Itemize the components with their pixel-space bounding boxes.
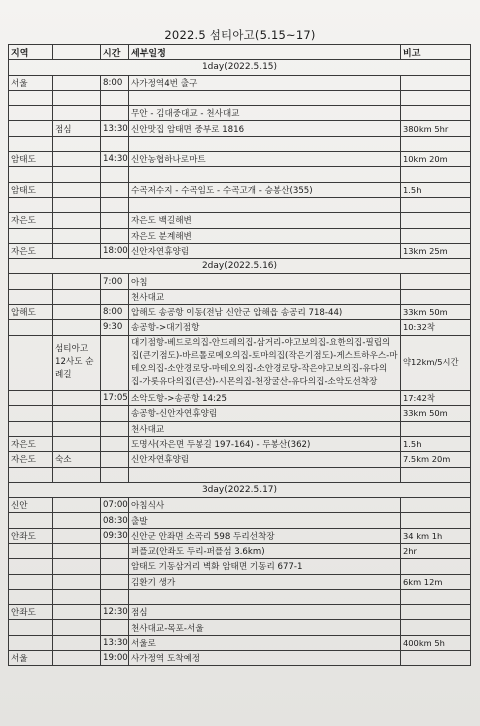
table-row: [9, 421, 471, 436]
cell-note: 약12km/5시간: [401, 335, 471, 390]
cell-time: 07:00: [101, 498, 129, 513]
cell-note: [401, 274, 471, 289]
header-detail: 세부일정: [129, 45, 401, 60]
header-region: 지역: [9, 45, 53, 60]
cell-time: [101, 574, 129, 589]
cell-sub: [53, 635, 101, 650]
cell-detail: 사가정역4번 출구: [129, 75, 401, 90]
cell-sub: [53, 289, 101, 304]
table-row: [9, 635, 471, 650]
cell-note: [401, 605, 471, 620]
cell-time: [101, 406, 129, 421]
cell-detail: 천사대교: [129, 289, 401, 304]
cell-region: 자은도: [9, 213, 53, 228]
cell-sub: 숙소: [53, 452, 101, 467]
cell-note: 17:42착: [401, 391, 471, 406]
cell-detail: 김환기 생가: [129, 574, 401, 589]
cell-sub: [53, 274, 101, 289]
cell-region: [9, 320, 53, 335]
cell-detail: 퍼플교(안좌도 두리-퍼플섬 3.6km): [129, 543, 401, 558]
cell-region: [9, 391, 53, 406]
cell-region: [9, 121, 53, 136]
cell-detail: 자은도 분계해변: [129, 228, 401, 243]
day-header-row: [9, 60, 471, 75]
table-row: [9, 182, 471, 197]
cell-sub: [53, 651, 101, 666]
table-row: [9, 528, 471, 543]
cell-detail: 송공항-신안자연휴양림: [129, 406, 401, 421]
table-row: [9, 274, 471, 289]
cell-region: 자은도: [9, 452, 53, 467]
cell-time: 08:30: [101, 513, 129, 528]
cell-sub: [53, 152, 101, 167]
cell-note: [401, 90, 471, 105]
table-row: [9, 320, 471, 335]
cell-sub: [53, 620, 101, 635]
table-row: [9, 620, 471, 635]
cell-time: [101, 213, 129, 228]
cell-detail: 암태도 기동삼거리 벽화 암태면 기동리 677-1: [129, 559, 401, 574]
cell-note: 2hr: [401, 543, 471, 558]
table-row: [9, 574, 471, 589]
cell-note: [401, 620, 471, 635]
cell-sub: [53, 543, 101, 558]
cell-region: 안좌도: [9, 528, 53, 543]
cell-sub: 섬티아고 12사도 순례길: [53, 335, 101, 390]
cell-region: [9, 620, 53, 635]
cell-time: 12:30: [101, 605, 129, 620]
cell-time: 19:00: [101, 651, 129, 666]
cell-note: [401, 75, 471, 90]
cell-region: 압해도: [9, 305, 53, 320]
cell-time: 8:00: [101, 75, 129, 90]
cell-sub: [53, 406, 101, 421]
cell-note: [401, 559, 471, 574]
table-row: [9, 543, 471, 558]
cell-note: 33km 50m: [401, 406, 471, 421]
header-time: 시간: [101, 45, 129, 60]
cell-sub: [53, 167, 101, 182]
cell-region: [9, 106, 53, 121]
cell-detail: [129, 589, 401, 604]
table-row: [9, 289, 471, 304]
cell-sub: [53, 528, 101, 543]
cell-sub: [53, 574, 101, 589]
cell-note: [401, 136, 471, 151]
cell-detail: 압해도 송공항 이동(전남 신안군 압해읍 송공리 718-44): [129, 305, 401, 320]
cell-region: [9, 197, 53, 212]
cell-time: [101, 289, 129, 304]
cell-detail: 신안맛집 암태면 중부로 1816: [129, 121, 401, 136]
cell-time: [101, 543, 129, 558]
cell-region: 신안: [9, 498, 53, 513]
cell-region: [9, 513, 53, 528]
cell-time: [101, 436, 129, 451]
table-row: [9, 106, 471, 121]
cell-sub: [53, 498, 101, 513]
cell-sub: [53, 197, 101, 212]
cell-note: [401, 651, 471, 666]
cell-region: [9, 274, 53, 289]
cell-sub: [53, 589, 101, 604]
table-row: [9, 152, 471, 167]
day-header-row: [9, 482, 471, 497]
cell-region: [9, 543, 53, 558]
cell-time: [101, 228, 129, 243]
cell-time: [101, 90, 129, 105]
cell-time: [101, 335, 129, 390]
cell-note: [401, 213, 471, 228]
cell-region: [9, 167, 53, 182]
cell-detail: [129, 467, 401, 482]
header-row: [9, 45, 471, 60]
cell-region: [9, 589, 53, 604]
page-title: 2022.5 섬티아고(5.15~17): [164, 28, 316, 42]
cell-sub: [53, 513, 101, 528]
table-row: [9, 121, 471, 136]
cell-detail: [129, 136, 401, 151]
cell-sub: [53, 305, 101, 320]
cell-sub: [53, 213, 101, 228]
cell-detail: 신안군 안좌면 소곡리 598 두리선착장: [129, 528, 401, 543]
cell-note: [401, 589, 471, 604]
cell-region: 서울: [9, 75, 53, 90]
cell-detail: 소악도항->송공항 14:25: [129, 391, 401, 406]
table-row: [9, 452, 471, 467]
cell-detail: [129, 167, 401, 182]
cell-sub: [53, 559, 101, 574]
day-label: 3day(2022.5.17): [9, 482, 471, 497]
cell-sub: [53, 467, 101, 482]
cell-time: 18:00: [101, 243, 129, 258]
cell-time: [101, 452, 129, 467]
cell-detail: 수곡저수지 - 수곡임도 - 수곡고개 - 승봉산(355): [129, 182, 401, 197]
table-row: [9, 436, 471, 451]
cell-region: [9, 289, 53, 304]
cell-region: 암태도: [9, 152, 53, 167]
cell-note: [401, 106, 471, 121]
cell-detail: 출발: [129, 513, 401, 528]
cell-note: [401, 228, 471, 243]
table-row: [9, 75, 471, 90]
cell-note: [401, 498, 471, 513]
cell-sub: [53, 228, 101, 243]
cell-region: [9, 635, 53, 650]
cell-note: [401, 167, 471, 182]
cell-detail: 무안 - 김대중대교 - 천사대교: [129, 106, 401, 121]
cell-time: 13:30: [101, 121, 129, 136]
table-row: [9, 305, 471, 320]
cell-time: [101, 589, 129, 604]
cell-sub: [53, 391, 101, 406]
cell-detail: 사가정역 도착예정: [129, 651, 401, 666]
table-row: [9, 228, 471, 243]
cell-time: [101, 182, 129, 197]
cell-note: [401, 421, 471, 436]
cell-time: 13:30: [101, 635, 129, 650]
cell-time: [101, 106, 129, 121]
cell-note: [401, 289, 471, 304]
cell-sub: [53, 75, 101, 90]
table-row: [9, 90, 471, 105]
day-label: 2day(2022.5.16): [9, 259, 471, 274]
cell-sub: [53, 436, 101, 451]
cell-note: [401, 467, 471, 482]
cell-detail: 신안자연휴양림: [129, 243, 401, 258]
cell-time: 9:30: [101, 320, 129, 335]
table-row: [9, 651, 471, 666]
table-row: [9, 197, 471, 212]
day-label: 1day(2022.5.15): [9, 60, 471, 75]
cell-region: 자은도: [9, 436, 53, 451]
cell-sub: [53, 90, 101, 105]
cell-region: [9, 406, 53, 421]
cell-time: [101, 136, 129, 151]
cell-sub: [53, 243, 101, 258]
cell-region: 자은도: [9, 243, 53, 258]
cell-note: 33km 50m: [401, 305, 471, 320]
cell-detail: 대기점항-베드로의집-안드레의집-삼거리-야고보의집-요한의집-필립의집(큰기점도)-바르톨로메오의집-토마의집(작은기점도)-게스트하우스-마테오의집-소안경로당-마테오의집-소안경로당-작은야고보의집-유다의집-가롯유다의집(큰산)-시몬의집-천장굴산-유다의집-소악도선착장: [129, 335, 401, 390]
cell-note: 13km 25m: [401, 243, 471, 258]
cell-region: [9, 90, 53, 105]
cell-detail: 자은도 백길해변: [129, 213, 401, 228]
cell-sub: [53, 421, 101, 436]
cell-detail: 서울로: [129, 635, 401, 650]
cell-sub: [53, 182, 101, 197]
cell-time: [101, 559, 129, 574]
cell-time: 14:30: [101, 152, 129, 167]
cell-time: 7:00: [101, 274, 129, 289]
cell-region: [9, 559, 53, 574]
cell-region: [9, 228, 53, 243]
cell-note: [401, 197, 471, 212]
cell-sub: [53, 106, 101, 121]
cell-time: [101, 467, 129, 482]
cell-sub: [53, 320, 101, 335]
cell-note: [401, 513, 471, 528]
cell-note: 34 km 1h: [401, 528, 471, 543]
table-row: [9, 406, 471, 421]
cell-region: 서울: [9, 651, 53, 666]
cell-region: [9, 421, 53, 436]
table-row: [9, 167, 471, 182]
cell-note: 1.5h: [401, 436, 471, 451]
cell-region: [9, 574, 53, 589]
cell-time: [101, 167, 129, 182]
cell-detail: 아침식사: [129, 498, 401, 513]
cell-sub: 점심: [53, 121, 101, 136]
cell-time: 09:30: [101, 528, 129, 543]
table-row: [9, 513, 471, 528]
table-row: [9, 213, 471, 228]
cell-time: [101, 197, 129, 212]
cell-note: 7.5km 20m: [401, 452, 471, 467]
cell-detail: 신안농협하나로마트: [129, 152, 401, 167]
cell-detail: 점심: [129, 605, 401, 620]
header-note: 비고: [401, 45, 471, 60]
cell-detail: 천사대교-목포-서울: [129, 620, 401, 635]
cell-time: [101, 421, 129, 436]
table-row: [9, 605, 471, 620]
cell-region: [9, 467, 53, 482]
cell-region: 암태도: [9, 182, 53, 197]
cell-time: 8:00: [101, 305, 129, 320]
cell-detail: 천사대교: [129, 421, 401, 436]
schedule-table: [8, 44, 471, 666]
table-row: [9, 498, 471, 513]
table-row: [9, 136, 471, 151]
cell-note: 10km 20m: [401, 152, 471, 167]
header-sub: [53, 45, 101, 60]
cell-note: 380km 5hr: [401, 121, 471, 136]
cell-time: [101, 620, 129, 635]
cell-region: [9, 335, 53, 390]
cell-time: 17:05: [101, 391, 129, 406]
cell-sub: [53, 605, 101, 620]
cell-detail: 송공항->대기점항: [129, 320, 401, 335]
cell-detail: 아침: [129, 274, 401, 289]
cell-note: 400km 5h: [401, 635, 471, 650]
table-row: [9, 589, 471, 604]
cell-note: 6km 12m: [401, 574, 471, 589]
cell-sub: [53, 136, 101, 151]
cell-note: 10:32착: [401, 320, 471, 335]
day-header-row: [9, 259, 471, 274]
cell-note: 1.5h: [401, 182, 471, 197]
cell-detail: [129, 90, 401, 105]
cell-detail: 도명사(자은면 두봉길 197-164) - 두봉산(362): [129, 436, 401, 451]
cell-detail: 신안자연휴양림: [129, 452, 401, 467]
cell-region: [9, 136, 53, 151]
table-row: [9, 243, 471, 258]
table-row: [9, 559, 471, 574]
cell-detail: [129, 197, 401, 212]
table-row: [9, 391, 471, 406]
table-row: [9, 335, 471, 390]
table-row: [9, 467, 471, 482]
cell-region: 안좌도: [9, 605, 53, 620]
